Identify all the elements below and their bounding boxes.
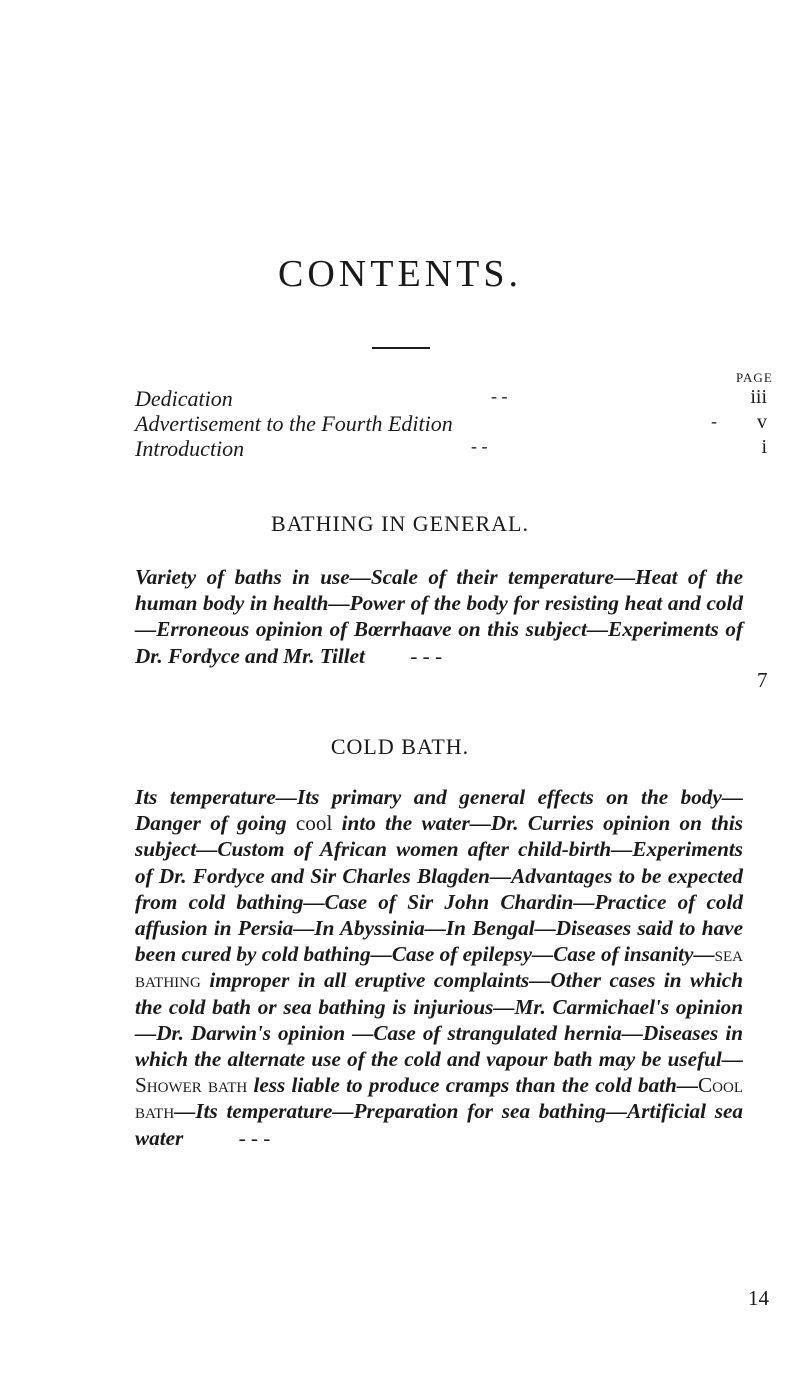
toc-page-number: 7 — [757, 668, 768, 692]
toc-leaders: - - — [471, 436, 488, 456]
summary-text-small-caps: Shower bath — [135, 1073, 248, 1098]
section-heading-bathing-in-general: BATHING IN GENERAL. — [271, 511, 529, 536]
summary-text-small-caps: Cool bath — [135, 1073, 743, 1124]
toc-entry-advertisement — [135, 411, 767, 435]
title-rule — [372, 347, 430, 349]
section-summary-bathing-in-general — [135, 564, 743, 696]
toc-page-number: i — [761, 436, 767, 458]
toc-entry-label: Advertisement to the Fourth Edition — [135, 411, 453, 436]
summary-text-part: Its temperature—Its primary and general effects on the body—Danger of going — [135, 785, 743, 836]
page-title: CONTENTS. — [278, 253, 522, 295]
toc-entry-dedication — [135, 386, 767, 410]
toc-leaders: - - - — [238, 1125, 271, 1150]
page-column-label: PAGE — [736, 370, 773, 385]
toc-leaders: - - - — [410, 643, 442, 668]
toc-page-number: 14 — [748, 1286, 769, 1310]
summary-text-roman: cool — [295, 811, 333, 836]
summary-text-small-caps: sea bathing — [135, 942, 743, 993]
toc-leaders: - — [711, 411, 717, 431]
toc-entry-label: Introduction — [135, 436, 245, 461]
summary-text-part: less liable to produce cramps than the cold bath— — [247, 1073, 699, 1098]
toc-leaders: - - — [491, 386, 508, 406]
toc-page-number: v — [757, 411, 767, 433]
section-summary-text: Variety of baths in use—Scale of their temperature—Heat of the human body in health—Power of the body for resisting heat and cold—Erroneous opinion of Bœrrhaave on this subject—Experiments of Dr. Fordyce and Mr. Tillet — [135, 565, 743, 668]
summary-text-part: improper in all eruptive complaints—Other cases in which the cold bath or sea bathing is injurious—Mr. Carmichael's opinion—Dr. Darwin's opinion —Case of strangulated hernia—Diseases in which the alternate use of the cold and vapour bath may be useful— — [135, 968, 743, 1072]
section-heading-cold-bath: COLD BATH. — [330, 734, 470, 759]
summary-text-part: —Its temperature—Preparation for sea bathing—Artificial sea water — [135, 1099, 743, 1150]
summary-text-part: into the water—Dr. Curries opinion on this subject—Custom of African women after child-birth—Experiments of Dr. Fordyce and Sir Charles Blagden—Advantages to be expected from cold bathing—Case of Sir John Chardin—Practice of cold affusion in Persia—In Abyssinia—In Bengal—Diseases said to have been cured by cold bathing—Case of epilepsy—Case of insanity— — [135, 811, 743, 967]
toc-page-number: iii — [750, 386, 767, 408]
toc-entry-label: Dedication — [135, 386, 233, 411]
toc-entry-introduction — [135, 436, 767, 460]
section-summary-cold-bath — [135, 784, 743, 1312]
